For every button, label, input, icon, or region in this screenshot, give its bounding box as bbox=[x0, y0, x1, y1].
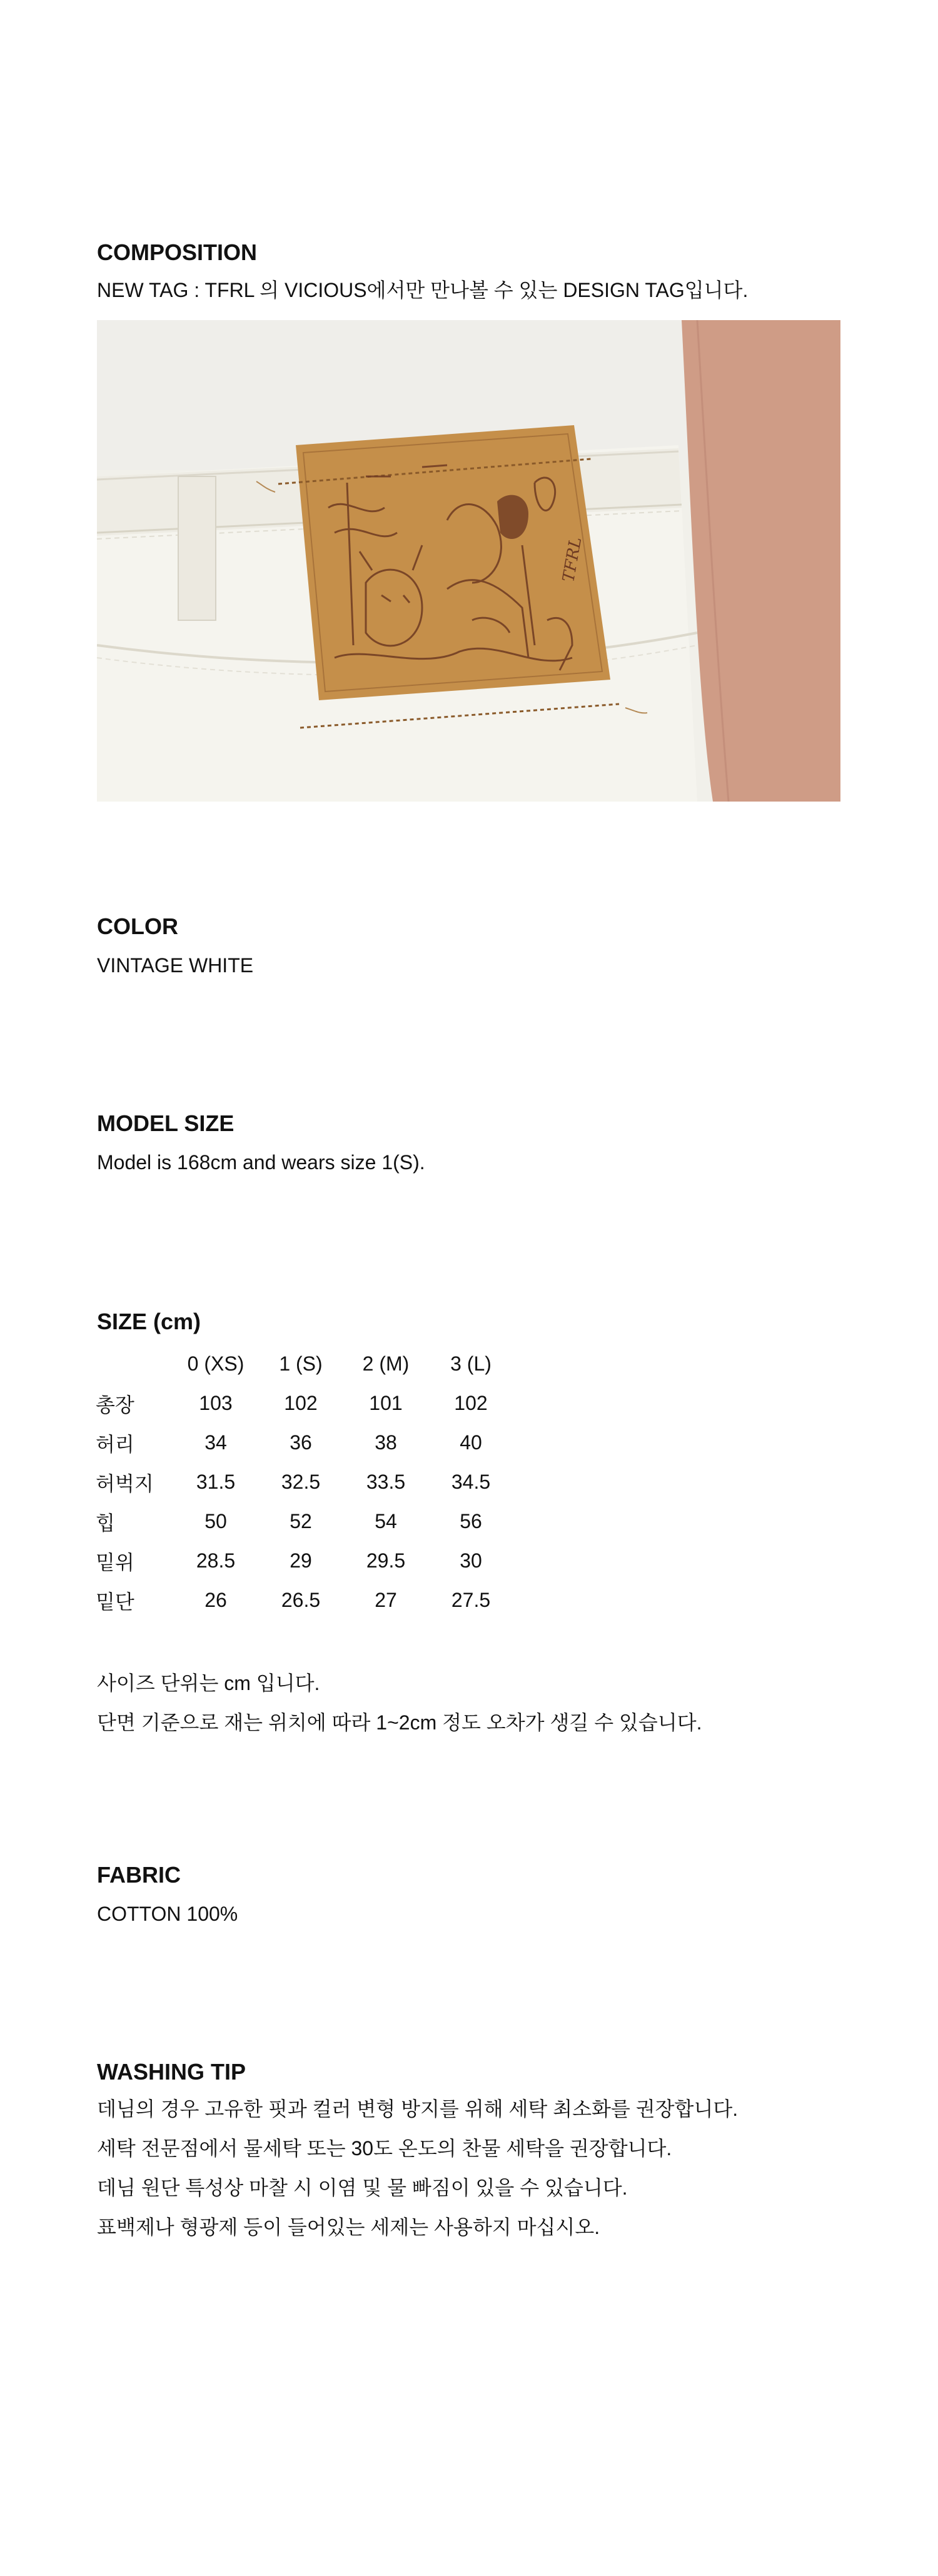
washing-tip-line: 세탁 전문점에서 물세탁 또는 30도 온도의 찬물 세탁을 권장합니다. bbox=[97, 2137, 672, 2160]
model-size-text: Model is 168cm and wears size 1(S). bbox=[97, 1151, 425, 1174]
table-row bbox=[96, 1541, 513, 1581]
table-row bbox=[96, 1502, 513, 1541]
size-heading: SIZE (cm) bbox=[97, 1309, 201, 1334]
table-cell: 34 bbox=[204, 1431, 227, 1454]
row-label: 허벅지 bbox=[96, 1472, 154, 1495]
size-table-header bbox=[96, 1344, 513, 1384]
washing-tip-line: 데님 원단 특성상 마찰 시 이염 및 물 빠짐이 있을 수 있습니다. bbox=[97, 2176, 628, 2199]
size-table bbox=[96, 1344, 513, 1620]
table-cell: 33.5 bbox=[366, 1471, 406, 1493]
color-section bbox=[97, 913, 847, 978]
row-label: 밑위 bbox=[96, 1551, 134, 1574]
table-cell: 102 bbox=[284, 1392, 318, 1414]
table-row bbox=[96, 1384, 513, 1423]
color-text: VINTAGE WHITE bbox=[97, 954, 254, 977]
composition-text: NEW TAG : TFRL 의 VICIOUS에서만 만나볼 수 있는 DESIGN TAG입니다. bbox=[97, 279, 749, 301]
fabric-section bbox=[97, 1861, 847, 1926]
table-cell: 26.5 bbox=[281, 1589, 321, 1611]
washing-tip-section bbox=[97, 2058, 847, 2247]
table-row bbox=[96, 1581, 513, 1620]
size-notes bbox=[97, 1664, 847, 1743]
fabric-heading: FABRIC bbox=[97, 1862, 181, 1888]
row-label: 총장 bbox=[96, 1393, 134, 1416]
size-column-header: 1 (S) bbox=[279, 1352, 323, 1375]
table-cell: 54 bbox=[375, 1510, 397, 1532]
table-cell: 32.5 bbox=[281, 1471, 321, 1493]
washing-tip-line: 데님의 경우 고유한 핏과 컬러 변형 방지를 위해 세탁 최소화를 권장합니다. bbox=[97, 2098, 739, 2120]
washing-tip-line: 표백제나 형광제 등이 들어있는 세제는 사용하지 마십시오. bbox=[97, 2216, 600, 2238]
table-cell: 27.5 bbox=[451, 1589, 491, 1611]
table-cell: 28.5 bbox=[196, 1549, 236, 1572]
table-cell: 30 bbox=[460, 1549, 482, 1572]
composition-section bbox=[97, 239, 847, 303]
table-cell: 29.5 bbox=[366, 1549, 406, 1572]
table-cell: 50 bbox=[204, 1510, 227, 1532]
size-section bbox=[97, 1308, 847, 1743]
model-size-heading: MODEL SIZE bbox=[97, 1110, 234, 1136]
table-cell: 38 bbox=[375, 1431, 397, 1454]
table-cell: 102 bbox=[454, 1392, 488, 1414]
table-cell: 36 bbox=[290, 1431, 312, 1454]
tag-signature: TFRL bbox=[559, 535, 586, 584]
washing-tip-list bbox=[97, 2090, 847, 2247]
table-cell: 103 bbox=[199, 1392, 233, 1414]
size-table-corner bbox=[96, 1344, 173, 1384]
table-cell: 26 bbox=[204, 1589, 227, 1611]
size-column-header: 3 (L) bbox=[450, 1352, 492, 1375]
row-label: 밑단 bbox=[96, 1590, 134, 1613]
table-cell: 29 bbox=[290, 1549, 312, 1572]
size-column-header: 2 (M) bbox=[362, 1352, 410, 1375]
design-tag-photo bbox=[97, 320, 840, 802]
size-note: 사이즈 단위는 cm 입니다. bbox=[97, 1672, 320, 1694]
row-label: 허리 bbox=[96, 1432, 134, 1456]
size-column-header: 0 (XS) bbox=[187, 1352, 245, 1375]
washing-tip-heading: WASHING TIP bbox=[97, 2059, 246, 2085]
composition-heading: COMPOSITION bbox=[97, 239, 258, 265]
table-cell: 27 bbox=[375, 1589, 397, 1611]
table-cell: 52 bbox=[290, 1510, 312, 1532]
table-cell: 56 bbox=[460, 1510, 482, 1532]
table-cell: 31.5 bbox=[196, 1471, 236, 1493]
table-row bbox=[96, 1462, 513, 1502]
table-row bbox=[96, 1423, 513, 1462]
size-note: 단면 기준으로 재는 위치에 따라 1~2cm 정도 오차가 생길 수 있습니다. bbox=[97, 1711, 702, 1734]
row-label: 힙 bbox=[96, 1511, 115, 1534]
model-size-section bbox=[97, 1110, 847, 1175]
fabric-text: COTTON 100% bbox=[97, 1903, 238, 1925]
table-cell: 34.5 bbox=[451, 1471, 491, 1493]
table-cell: 40 bbox=[460, 1431, 482, 1454]
color-heading: COLOR bbox=[97, 913, 178, 939]
table-cell: 101 bbox=[369, 1392, 403, 1414]
